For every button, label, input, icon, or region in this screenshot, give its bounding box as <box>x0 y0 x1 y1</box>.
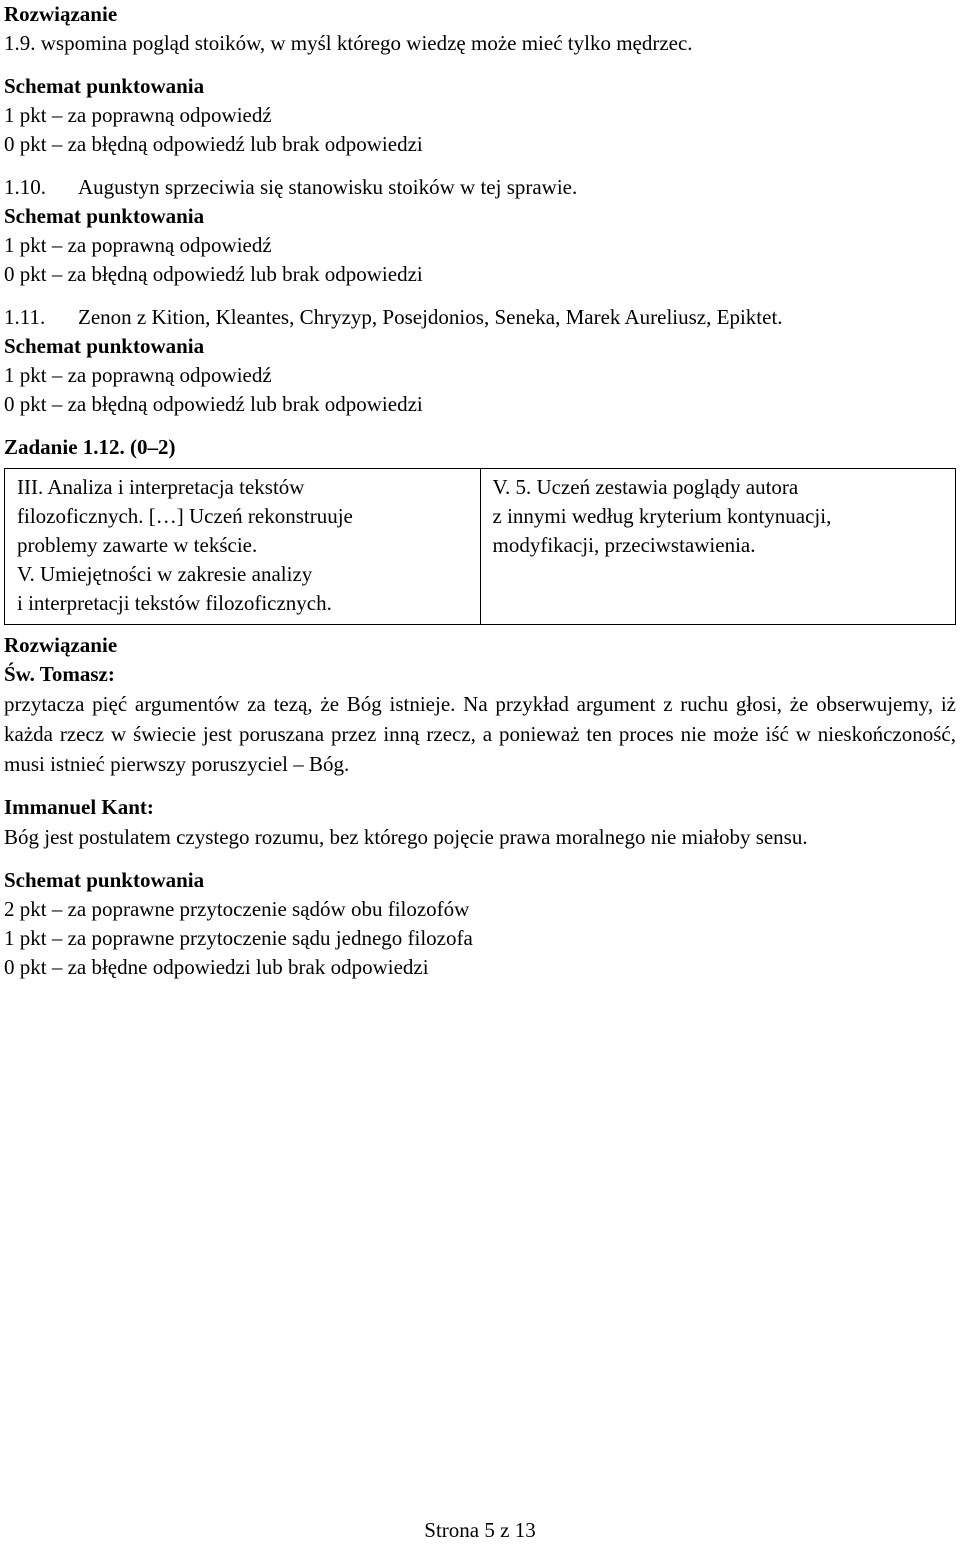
tomasz-paragraph: przytacza pięć argumentów za tezą, że Bóg istnieje. Na przykład argument z ruchu głosi, że obserwujemy, iż każda rzecz w świecie jest poruszana przez inną rzecz, a ponieważ ten proces nie może iść w nieskończoność, musi istnieć pierwszy poruszyciel – Bóg. <box>4 692 956 776</box>
requirement-line: z innymi według kryterium kontynuacji, <box>492 504 832 528</box>
scoring-title: Schemat punktowania <box>4 204 205 228</box>
kant-paragraph: Bóg jest postulatem czystego rozumu, bez którego pojęcie prawa moralnego nie miałoby sensu. <box>4 825 808 849</box>
item-text: Augustyn sprzeciwia się stanowisku stoików w tej sprawie. <box>78 175 578 199</box>
scoring-line: 1 pkt – za poprawną odpowiedź <box>4 233 272 257</box>
item-text: Zenon z Kition, Kleantes, Chryzyp, Posejdonios, Seneka, Marek Aureliusz, Epiktet. <box>78 305 783 329</box>
requirement-line: modyfikacji, przeciwstawienia. <box>492 533 756 557</box>
scoring-title: Schemat punktowania <box>4 868 205 892</box>
requirement-line: filozoficznych. […] Uczeń rekonstruuje <box>17 504 353 528</box>
item-number: 1.10. <box>4 175 46 199</box>
scoring-line: 2 pkt – za poprawne przytoczenie sądów obu filozofów <box>4 897 470 921</box>
requirement-line: i interpretacji tekstów filozoficznych. <box>17 591 332 615</box>
item-number: 1.11. <box>4 305 46 329</box>
answer-1-11 <box>4 303 956 332</box>
document-page <box>4 0 956 982</box>
requirement-line: problemy zawarte w tekście. <box>17 533 258 557</box>
solution-heading: Rozwiązanie <box>4 2 118 26</box>
task-title: Zadanie 1.12. (0–2) <box>4 435 176 459</box>
scoring-line: 1 pkt – za poprawną odpowiedź <box>4 103 272 127</box>
solution-heading: Rozwiązanie <box>4 633 118 657</box>
answer-1-9: 1.9. wspomina pogląd stoików, w myśl którego wiedzę może mieć tylko mędrzec. <box>4 31 693 55</box>
scoring-line: 1 pkt – za poprawne przytoczenie sądu jednego filozofa <box>4 926 473 950</box>
scoring-line: 0 pkt – za błędną odpowiedź lub brak odpowiedzi <box>4 392 423 416</box>
scoring-title: Schemat punktowania <box>4 334 205 358</box>
scoring-line: 0 pkt – za błędną odpowiedź lub brak odpowiedzi <box>4 132 423 156</box>
requirement-line: III. Analiza i interpretacja tekstów <box>17 475 305 499</box>
scoring-title: Schemat punktowania <box>4 74 205 98</box>
requirement-line: V. 5. Uczeń zestawia poglądy autora <box>492 475 799 499</box>
requirements-table <box>4 468 956 625</box>
scoring-line: 0 pkt – za błędne odpowiedzi lub brak odpowiedzi <box>4 955 429 979</box>
page-number: Strona 5 z 13 <box>424 1518 536 1542</box>
detailed-requirement-cell <box>480 469 956 625</box>
requirement-line: V. Umiejętności w zakresie analizy <box>17 562 313 586</box>
tomasz-label: Św. Tomasz: <box>4 662 115 686</box>
scoring-line: 0 pkt – za błędną odpowiedź lub brak odpowiedzi <box>4 262 423 286</box>
kant-label: Immanuel Kant: <box>4 795 154 819</box>
general-requirement-cell <box>5 469 481 625</box>
scoring-line: 1 pkt – za poprawną odpowiedź <box>4 363 272 387</box>
answer-1-10 <box>4 173 956 202</box>
